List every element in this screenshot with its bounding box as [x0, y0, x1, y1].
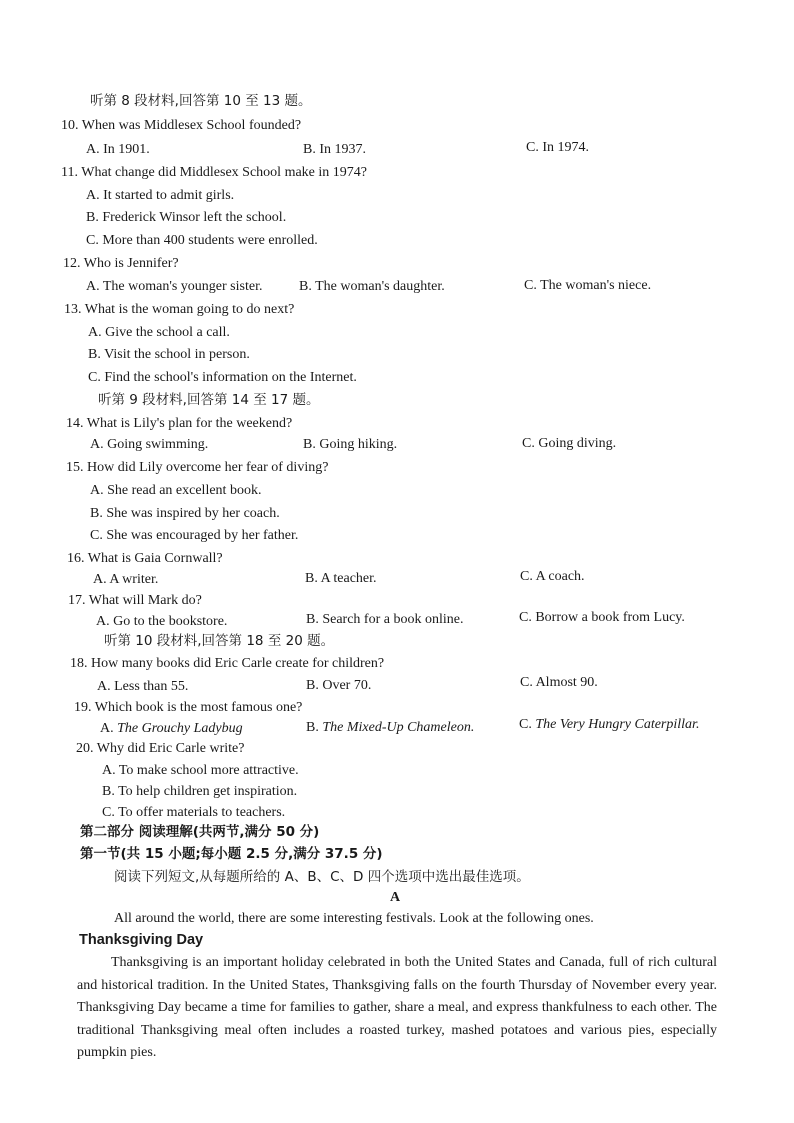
- q10-option-c: C. In 1974.: [526, 140, 589, 155]
- q16-option-b: B. A teacher.: [305, 571, 377, 586]
- question-17: 17. What will Mark do?: [68, 593, 202, 608]
- q15-option-b: B. She was inspired by her coach.: [90, 506, 280, 521]
- section-9-header: 听第 9 段材料,回答第 14 至 17 题。: [98, 392, 320, 408]
- q17-option-a: A. Go to the bookstore.: [96, 614, 228, 629]
- question-16: 16. What is Gaia Cornwall?: [67, 551, 223, 566]
- q16-option-a: A. A writer.: [93, 572, 159, 587]
- q20-option-b: B. To help children get inspiration.: [102, 784, 298, 799]
- q19-option-a-title: The Grouchy Ladybug: [117, 721, 243, 736]
- passage-intro: All around the world, there are some interesting festivals. Look at the following ones.: [114, 911, 594, 926]
- q13-option-a: A. Give the school a call.: [88, 325, 230, 340]
- q19-option-a: [100, 722, 243, 736]
- q14-option-b: B. Going hiking.: [303, 437, 398, 452]
- q19-option-c: [519, 718, 699, 732]
- question-20: 20. Why did Eric Carle write?: [76, 741, 245, 756]
- q13-option-c: C. Find the school's information on the Internet.: [88, 370, 357, 385]
- q17-option-c: C. Borrow a book from Lucy.: [519, 610, 685, 625]
- section-one-title: 第一节(共 15 小题;每小题 2.5 分,满分 37.5 分): [80, 846, 383, 862]
- section-10-header: 听第 10 段材料,回答第 18 至 20 题。: [104, 633, 335, 649]
- q10-option-a: A. In 1901.: [86, 142, 150, 157]
- q13-option-b: B. Visit the school in person.: [88, 347, 250, 362]
- q14-option-c: C. Going diving.: [522, 436, 617, 451]
- part-two-title: 第二部分 阅读理解(共两节,满分 50 分): [80, 824, 320, 840]
- q10-option-b: B. In 1937.: [303, 142, 366, 157]
- q12-option-b: B. The woman's daughter.: [299, 279, 445, 294]
- q17-option-b: B. Search for a book online.: [306, 612, 464, 627]
- passage-label: A: [390, 890, 401, 905]
- q16-option-c: C. A coach.: [520, 569, 585, 584]
- q20-option-a: A. To make school more attractive.: [102, 763, 299, 778]
- q19-option-b-label: B.: [306, 720, 323, 735]
- q19-option-a-label: A.: [100, 721, 118, 736]
- passage-paragraph: [77, 952, 717, 1065]
- question-11: 11. What change did Middlesex School make in 1974?: [61, 165, 367, 180]
- question-13: 13. What is the woman going to do next?: [64, 302, 295, 317]
- q15-option-c: C. She was encouraged by her father.: [90, 528, 299, 543]
- q19-option-c-title: The Very Hungry Caterpillar.: [535, 717, 700, 732]
- section-8-header: 听第 8 段材料,回答第 10 至 13 题。: [90, 93, 312, 109]
- q14-option-a: A. Going swimming.: [90, 437, 209, 452]
- q15-option-a: A. She read an excellent book.: [90, 483, 262, 498]
- q20-option-c: C. To offer materials to teachers.: [102, 805, 286, 820]
- question-18: 18. How many books did Eric Carle create for children?: [70, 656, 385, 671]
- q11-option-b: B. Frederick Winsor left the school.: [86, 210, 287, 225]
- question-14: 14. What is Lily's plan for the weekend?: [66, 416, 293, 431]
- reading-instruction: 阅读下列短文,从每题所给的 A、B、C、D 四个选项中选出最佳选项。: [114, 869, 530, 885]
- passage-heading: Thanksgiving Day: [79, 932, 204, 948]
- q19-option-c-label: C.: [519, 717, 536, 732]
- question-10: 10. When was Middlesex School founded?: [61, 118, 302, 133]
- q11-option-c: C. More than 400 students were enrolled.: [86, 233, 318, 248]
- q18-option-c: C. Almost 90.: [520, 675, 598, 690]
- q12-option-c: C. The woman's niece.: [524, 278, 652, 293]
- q18-option-b: B. Over 70.: [306, 678, 372, 693]
- passage-paragraph-text: Thanksgiving is an important holiday celebrated in both the United States and Canada, full of rich cultural and historical tradition. In the United States, Thanksgiving falls on the fourth Thursday of November every year. Thanksgiving Day became a time for families to gather, share a meal, and express thankfulness to each other. The traditional Thanksgiving meal often includes a roasted turkey, mashed potatoes and various pies, especially pumpkin pies.: [77, 955, 717, 1060]
- question-19: 19. Which book is the most famous one?: [74, 700, 303, 715]
- q19-option-b-title: The Mixed-Up Chameleon.: [322, 720, 475, 735]
- q12-option-a: A. The woman's younger sister.: [86, 279, 263, 294]
- q19-option-b: [306, 721, 474, 735]
- q11-option-a: A. It started to admit girls.: [86, 188, 235, 203]
- question-12: 12. Who is Jennifer?: [63, 256, 179, 271]
- q18-option-a: A. Less than 55.: [97, 679, 189, 694]
- question-15: 15. How did Lily overcome her fear of diving?: [66, 460, 329, 475]
